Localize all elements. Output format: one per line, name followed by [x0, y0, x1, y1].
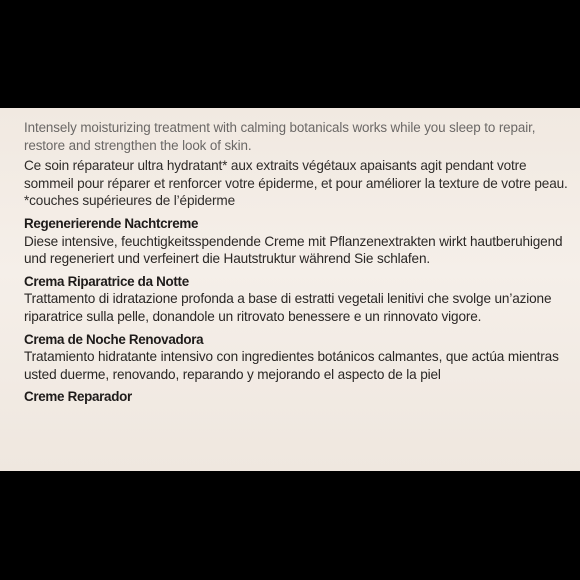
german-title: Regenerierende Nachtcreme	[24, 215, 199, 231]
label-text-block	[24, 119, 572, 406]
spanish-title: Crema de Noche Renovadora	[24, 331, 204, 347]
italian-title: Crema Riparatrice da Notte	[24, 273, 189, 289]
portuguese-title: Creme Reparador	[24, 389, 132, 405]
french-footnote: *couches supérieures de l’épiderme	[24, 193, 236, 209]
product-label-card	[0, 108, 580, 471]
french-description: Ce soin réparateur ultra hydratant* aux extraits végétaux apaisants agit pendant votre sommeil pour réparer et renforcer votre épiderme, et pour améliorer la texture de votre peau.	[24, 158, 568, 191]
italian-description: Trattamento di idratazione profonda a base di estratti vegetali lenitivi che svolge un’azione riparatrice sulla pelle, donandole un ritrovato benessere e un rinnovato vigore.	[24, 291, 552, 324]
spanish-description: Tratamiento hidratante intensivo con ingredientes botánicos calmantes, que actúa mientras usted duerme, renovando, reparando y mejorando el aspecto de la piel	[24, 349, 559, 382]
english-description: Intensely moisturizing treatment with calming botanicals works while you sleep to repair, restore and strengthen the look of skin.	[24, 120, 536, 153]
german-description: Diese intensive, feuchtigkeitsspendende Creme mit Pflanzenextrakten wirkt hautberuhigend und regeneriert und verfeinert die Hautstruktur während Sie schlafen.	[24, 233, 563, 267]
